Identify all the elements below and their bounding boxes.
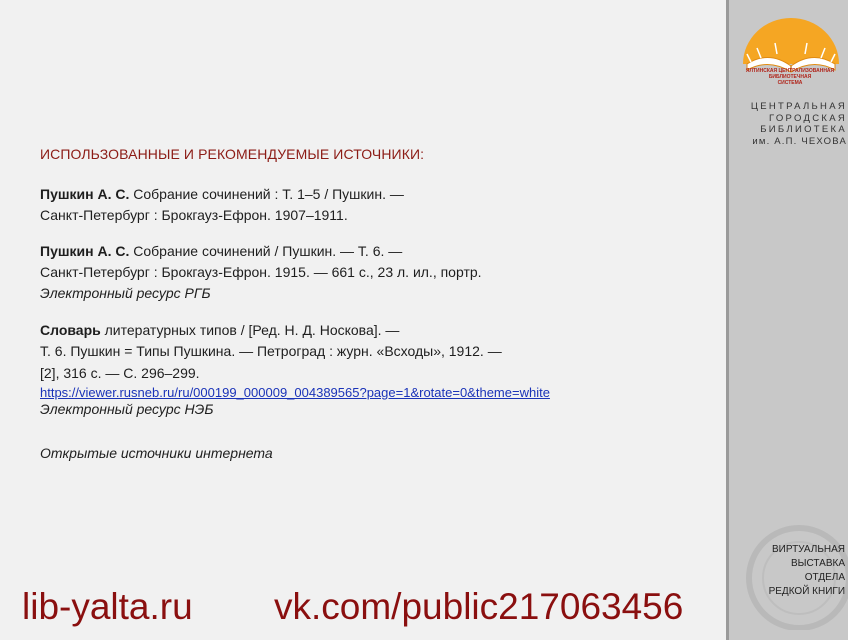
source-entry-1 xyxy=(40,184,404,226)
entry-2-publisher: Санкт-Петербург : Брокгауз-Ефрон. 1915. — 661 с., 23 л. ил., портр. xyxy=(40,264,482,280)
footer-vk-link[interactable]: vk.com/public217063456 xyxy=(274,586,684,627)
exhibit-label: ВИРТУАЛЬНАЯ ВЫСТАВКА ОТДЕЛА РЕДКОЙ КНИГИ xyxy=(768,544,845,597)
entry-2-resource: Электронный ресурс РГБ xyxy=(40,285,211,301)
entry-3-link[interactable]: https://viewer.rusneb.ru/ru/000199_000009_004389565?page=1&rotate=0&theme=white xyxy=(40,385,550,400)
footer-site-link[interactable]: lib-yalta.ru xyxy=(22,586,193,627)
entry-3-resource: Электронный ресурс НЭБ xyxy=(40,401,214,417)
source-entry-2 xyxy=(40,241,482,304)
sources-heading: ИСПОЛЬЗОВАННЫЕ И РЕКОМЕНДУЕМЫЕ ИСТОЧНИКИ: xyxy=(40,146,425,162)
entry-1-publisher: Санкт-Петербург : Брокгауз-Ефрон. 1907–1911. xyxy=(40,207,348,223)
entry-2-title: Собрание сочинений / Пушкин. — Т. 6. — xyxy=(129,243,403,259)
entry-3-title: литературных типов / [Ред. Н. Д. Носкова]. — xyxy=(100,322,400,338)
entry-3-publication: Т. 6. Пушкин = Типы Пушкина. — Петроград : журн. «Всходы», 1912. — xyxy=(40,343,502,359)
org-name: ЯЛТИНСКАЯ ЦЕНТРАЛИЗОВАННАЯ БИБЛИОТЕЧНАЯ СИСТЕМА xyxy=(745,68,835,86)
source-entry-3 xyxy=(40,320,550,417)
sidebar-panel xyxy=(726,0,848,640)
library-name: ЦЕНТРАЛЬНАЯ ГОРОДСКАЯ БИБЛИОТЕКА им. А.П. ЧЕХОВА xyxy=(750,101,847,147)
open-sources-note: Открытые источники интернета xyxy=(40,445,273,461)
entry-2-author: Пушкин А. С. xyxy=(40,243,130,259)
entry-1-title: Собрание сочинений : Т. 1–5 / Пушкин. — xyxy=(129,186,404,202)
entry-1-author: Пушкин А. С. xyxy=(40,186,130,202)
entry-3-author: Словарь xyxy=(40,322,101,338)
entry-3-pages: [2], 316 с. — С. 296–299. xyxy=(40,365,200,381)
